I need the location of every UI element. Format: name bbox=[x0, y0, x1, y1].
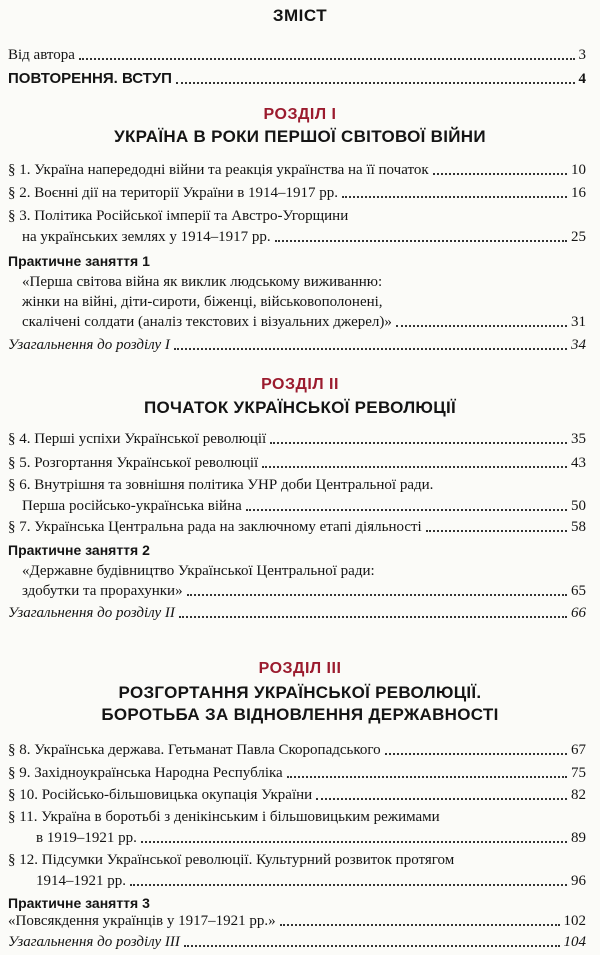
entry-text: § 2. Воєнні дії на території України в 1914–1917 рр. bbox=[8, 185, 339, 201]
toc-entry-9[interactable] bbox=[8, 764, 586, 782]
toc-title: ЗМІСТ bbox=[272, 6, 328, 25]
entry-text: на українських землях у 1914–1917 рр. bbox=[22, 229, 271, 245]
summary-1-entry[interactable] bbox=[8, 336, 586, 354]
entry-page: 75 bbox=[571, 765, 586, 781]
practice-1-line2: жінки на війні, діти-сироти, біженці, військовополонені, bbox=[22, 294, 383, 310]
entry-text: Узагальнення до розділу III bbox=[8, 934, 180, 950]
entry-text: § 1. Україна напередодні війни та реакція українства на її початок bbox=[8, 162, 429, 178]
section-2-title: ПОЧАТОК УКРАЇНСЬКОЇ РЕВОЛЮЦІЇ bbox=[144, 398, 456, 417]
section-1-label: РОЗДІЛ I bbox=[263, 106, 337, 123]
entry-page: 104 bbox=[563, 934, 586, 950]
leader-dots bbox=[275, 240, 567, 242]
leader-dots bbox=[141, 841, 567, 843]
leader-dots bbox=[262, 466, 567, 468]
entry-text: § 7. Українська Центральна рада на заключному етапі діяльності bbox=[8, 519, 422, 535]
leader-dots bbox=[396, 325, 567, 327]
leader-dots bbox=[246, 509, 567, 511]
toc-entry-5[interactable] bbox=[8, 454, 586, 472]
toc-entry-11[interactable] bbox=[36, 829, 586, 847]
entry-page: 50 bbox=[571, 498, 586, 514]
leader-dots bbox=[280, 924, 560, 926]
leader-dots bbox=[287, 776, 567, 778]
toc-entry-10[interactable] bbox=[8, 786, 586, 804]
entry-page: 65 bbox=[571, 583, 586, 599]
leader-dots bbox=[187, 594, 567, 596]
entry-text: Узагальнення до розділу II bbox=[8, 605, 175, 621]
leader-dots bbox=[342, 196, 567, 198]
leader-dots bbox=[184, 945, 560, 947]
leader-dots bbox=[179, 616, 567, 618]
entry-text: § 5. Розгортання Української революції bbox=[8, 455, 259, 471]
leader-dots bbox=[426, 530, 567, 532]
entry-page: 102 bbox=[563, 913, 586, 929]
summary-2-entry[interactable] bbox=[8, 604, 586, 622]
toc-entry-3[interactable] bbox=[22, 228, 586, 246]
summary-3-entry[interactable] bbox=[8, 933, 586, 951]
practice-1-label: Практичне заняття 1 bbox=[8, 253, 150, 269]
toc-entry-6[interactable] bbox=[22, 497, 586, 515]
entry-text: § 8. Українська держава. Гетьманат Павла Скоропадського bbox=[8, 742, 381, 758]
section-1-title: УКРАЇНА В РОКИ ПЕРШОЇ СВІТОВОЇ ВІЙНИ bbox=[114, 127, 486, 146]
entry-text: в 1919–1921 рр. bbox=[36, 830, 137, 846]
toc-entry-1[interactable] bbox=[8, 161, 586, 179]
toc-entry-8[interactable] bbox=[8, 741, 586, 759]
leader-dots bbox=[385, 753, 567, 755]
leader-dots bbox=[79, 58, 575, 60]
practice-3-entry[interactable] bbox=[8, 912, 586, 930]
toc-entry-3-line1[interactable]: § 3. Політика Російської імперії та Австро-Угорщини bbox=[8, 208, 349, 224]
leader-dots bbox=[316, 798, 567, 800]
toc-entry-intro[interactable] bbox=[8, 70, 586, 88]
leader-dots bbox=[270, 442, 567, 444]
entry-page: 34 bbox=[571, 337, 586, 353]
entry-page: 43 bbox=[571, 455, 586, 471]
entry-page: 4 bbox=[578, 71, 586, 87]
section-3-title-line2: БОРОТЬБА ЗА ВІДНОВЛЕННЯ ДЕРЖАВНОСТІ bbox=[101, 705, 499, 724]
practice-2-line1: «Державне будівництво Української Центральної ради: bbox=[22, 563, 375, 579]
entry-text: 1914–1921 рр. bbox=[36, 873, 126, 889]
toc-entry-7[interactable] bbox=[8, 518, 586, 536]
entry-text: «Повсякдення українців у 1917–1921 рр.» bbox=[8, 913, 276, 929]
entry-page: 58 bbox=[571, 519, 586, 535]
entry-text: § 10. Російсько-більшовицька окупація України bbox=[8, 787, 313, 803]
leader-dots bbox=[176, 82, 575, 84]
toc-entry-12-line1[interactable]: § 12. Підсумки Української революції. Культурний розвиток протягом bbox=[8, 852, 455, 868]
toc-entry-from-author[interactable] bbox=[8, 46, 586, 64]
entry-page: 96 bbox=[571, 873, 586, 889]
entry-page: 25 bbox=[571, 229, 586, 245]
entry-page: 35 bbox=[571, 431, 586, 447]
leader-dots bbox=[130, 884, 567, 886]
entry-page: 3 bbox=[578, 47, 586, 63]
entry-text: ПОВТОРЕННЯ. ВСТУП bbox=[8, 70, 172, 87]
entry-text: § 9. Західноукраїнська Народна Республіка bbox=[8, 765, 283, 781]
practice-2-entry[interactable] bbox=[22, 582, 586, 600]
toc-entry-11-line1[interactable]: § 11. Україна в боротьбі з денікінським і більшовицьким режимами bbox=[8, 809, 440, 825]
practice-3-label: Практичне заняття 3 bbox=[8, 895, 150, 911]
entry-page: 16 bbox=[571, 185, 586, 201]
entry-text: скалічені солдати (аналіз текстових і візуальних джерел)» bbox=[22, 314, 392, 330]
section-2-label: РОЗДІЛ II bbox=[261, 376, 339, 393]
entry-page: 89 bbox=[571, 830, 586, 846]
section-3-label: РОЗДІЛ III bbox=[258, 660, 342, 677]
toc-entry-6-line1[interactable]: § 6. Внутрішня та зовнішня політика УНР доби Центральної ради. bbox=[8, 477, 434, 493]
leader-dots bbox=[174, 348, 567, 350]
practice-2-label: Практичне заняття 2 bbox=[8, 542, 150, 558]
entry-page: 67 bbox=[571, 742, 586, 758]
toc-entry-4[interactable] bbox=[8, 430, 586, 448]
entry-text: здобутки та прорахунки» bbox=[22, 583, 183, 599]
entry-page: 66 bbox=[571, 605, 586, 621]
leader-dots bbox=[433, 173, 567, 175]
entry-text: Узагальнення до розділу I bbox=[8, 337, 170, 353]
entry-page: 10 bbox=[571, 162, 586, 178]
entry-page: 31 bbox=[571, 314, 586, 330]
entry-text: Перша російсько-українська війна bbox=[22, 498, 242, 514]
entry-text: Від автора bbox=[8, 47, 75, 63]
section-3-title: РОЗГОРТАННЯ УКРАЇНСЬКОЇ РЕВОЛЮЦІЇ. bbox=[118, 683, 482, 702]
entry-page: 82 bbox=[571, 787, 586, 803]
toc-entry-2[interactable] bbox=[8, 184, 586, 202]
practice-1-line1: «Перша світова війна як виклик людському виживанню: bbox=[22, 274, 383, 290]
toc-entry-12[interactable] bbox=[36, 872, 586, 890]
practice-1-entry[interactable] bbox=[22, 313, 586, 331]
entry-text: § 4. Перші успіхи Української революції bbox=[8, 431, 267, 447]
